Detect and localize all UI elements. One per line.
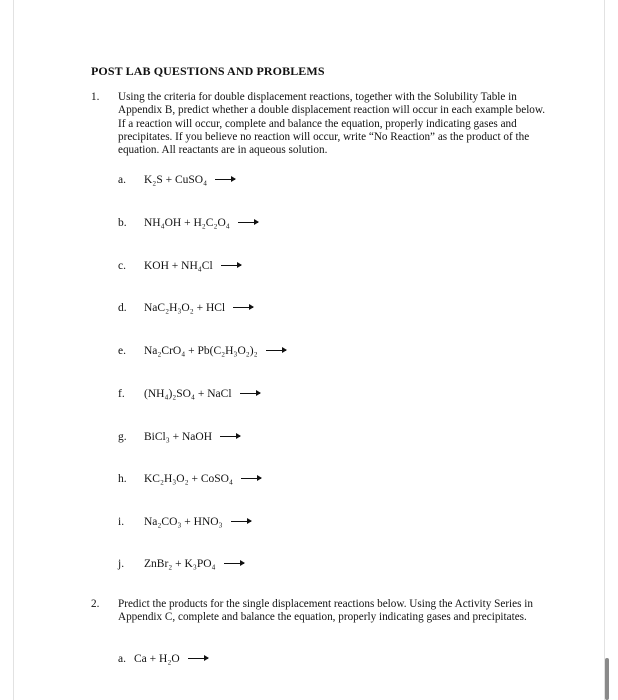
part-letter: j. xyxy=(118,558,125,570)
reaction-arrow-icon xyxy=(224,563,244,564)
part-letter: a. xyxy=(118,653,126,665)
part-equation: BiCl₃ + NaOH xyxy=(144,431,212,443)
part-letter: e. xyxy=(118,345,126,357)
part-letter: c. xyxy=(118,260,126,272)
question-1-part-d xyxy=(118,302,253,316)
question-2-part-a xyxy=(118,653,208,667)
question-2-text: Predict the products for the single displacement reactions below. Using the Activity Series in Appendix C, complete and balance the equation, properly indicating gases and precipitates. xyxy=(118,598,533,624)
question-1-number: 1. xyxy=(91,91,100,103)
reaction-arrow-icon xyxy=(241,478,261,479)
part-letter: i. xyxy=(118,516,125,528)
part-letter: b. xyxy=(118,217,127,229)
question-1-part-f xyxy=(118,388,260,402)
page-right-edge xyxy=(604,0,605,700)
page-left-edge xyxy=(13,0,14,700)
reaction-arrow-icon xyxy=(221,265,241,266)
part-letter: f. xyxy=(118,388,125,400)
part-equation: NH₄OH + H₂C₂O₄ xyxy=(144,217,230,229)
part-equation: K₂S + CuSO₄ xyxy=(144,174,208,186)
question-1-part-e xyxy=(118,345,286,359)
question-1-text: Using the criteria for double displacement reactions, together with the Solubility Table in Appendix B, predict whether a double displacement reaction will occur in each example below. If a reaction will occur, complete and balance the equation, properly indicating gases and precipitates. If you believe no reaction will occur, write “No Reaction” as the product of the equation. All reactants are in aqueous solution. xyxy=(118,91,546,157)
part-equation: ZnBr₂ + K₃PO₄ xyxy=(144,558,216,570)
reaction-arrow-icon xyxy=(266,350,286,351)
reaction-arrow-icon xyxy=(238,222,258,223)
scrollbar-thumb[interactable] xyxy=(605,658,609,700)
question-1-part-i xyxy=(118,516,251,530)
question-1-part-j xyxy=(118,558,244,572)
reaction-arrow-icon xyxy=(220,436,240,437)
question-1-part-h xyxy=(118,473,261,487)
part-equation: KOH + NH₄Cl xyxy=(144,260,213,272)
part-equation: NaC₂H₃O₂ + HCl xyxy=(144,302,226,314)
part-equation: Na₂CO₃ + HNO₃ xyxy=(144,516,223,528)
part-equation: KC₂H₃O₂ + CoSO₄ xyxy=(144,473,233,485)
reaction-arrow-icon xyxy=(188,658,208,659)
reaction-arrow-icon xyxy=(215,179,235,180)
part-equation: Ca + H₂O xyxy=(134,653,180,665)
part-equation: (NH₄)₂SO₄ + NaCl xyxy=(144,388,232,400)
part-equation: Na₂CrO₄ + Pb(C₂H₃O₂)₂ xyxy=(144,345,258,357)
reaction-arrow-icon xyxy=(233,307,253,308)
part-letter: g. xyxy=(118,431,127,443)
question-1-part-c xyxy=(118,260,241,274)
part-letter: d. xyxy=(118,302,127,314)
question-1-part-b xyxy=(118,217,258,231)
question-2-number: 2. xyxy=(91,598,100,610)
part-letter: a. xyxy=(118,174,126,186)
page-title: POST LAB QUESTIONS AND PROBLEMS xyxy=(91,64,325,78)
part-letter: h. xyxy=(118,473,127,485)
question-1-part-a xyxy=(118,174,235,188)
question-1-part-g xyxy=(118,431,240,445)
reaction-arrow-icon xyxy=(231,521,251,522)
reaction-arrow-icon xyxy=(240,393,260,394)
